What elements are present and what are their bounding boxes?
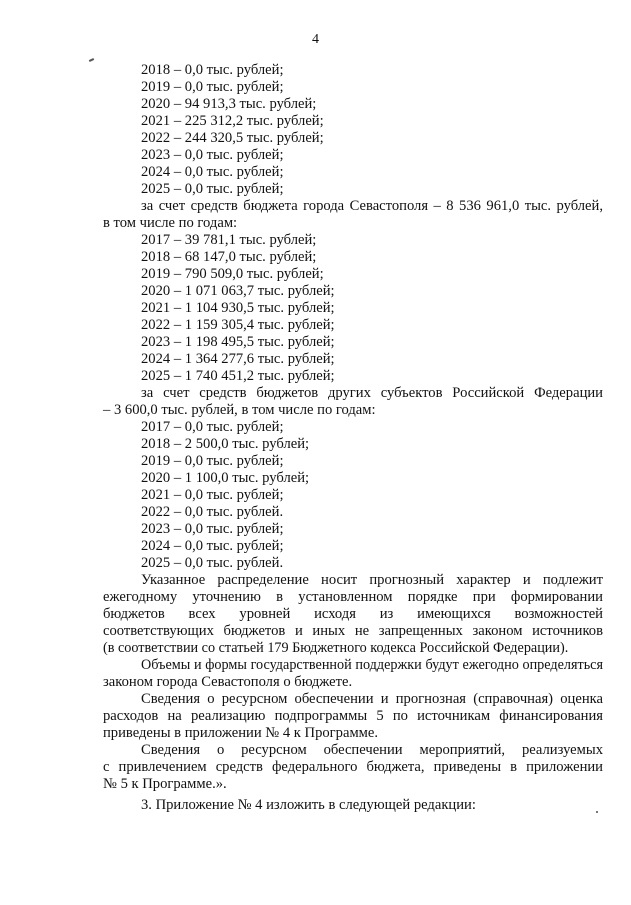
paragraph-line: (в соответствии со статьей 179 Бюджетного кодекса Российской Федерации). — [103, 640, 569, 656]
year-line: 2019 – 0,0 тыс. рублей; — [141, 79, 284, 95]
year-line: 2018 – 2 500,0 тыс. рублей; — [141, 436, 310, 452]
year-line: 2017 – 39 781,1 тыс. рублей; — [141, 232, 317, 248]
page-number: 4 — [312, 32, 319, 47]
year-line: 2018 – 68 147,0 тыс. рублей; — [141, 249, 317, 265]
paragraph-line: приведены в приложении № 4 к Программе. — [103, 725, 379, 741]
year-line: 2023 – 1 198 495,5 тыс. рублей; — [141, 334, 335, 350]
paragraph-line: расходов на реализацию подпрограммы 5 по источникам финансирования — [103, 708, 603, 724]
year-line: 2022 – 244 320,5 тыс. рублей; — [141, 130, 324, 146]
sevastopol-intro-cont: в том числе по годам: — [103, 215, 238, 231]
paragraph-line: Объемы и формы государственной поддержки будут ежегодно определяться — [141, 657, 603, 673]
year-line: 2024 – 0,0 тыс. рублей; — [141, 164, 284, 180]
year-line: 2025 – 0,0 тыс. рублей; — [141, 181, 284, 197]
paragraph-line: Сведения о ресурсном обеспечении мероприятий, реализуемых — [141, 742, 603, 758]
paragraph-line: № 5 к Программе.». — [103, 776, 227, 792]
year-line: 2021 – 225 312,2 тыс. рублей; — [141, 113, 324, 129]
year-line: 2025 – 0,0 тыс. рублей. — [141, 555, 284, 571]
subjects-intro-cont: – 3 600,0 тыс. рублей, в том числе по годам: — [103, 402, 376, 418]
paragraph-line: Указанное распределение носит прогнозный характер и подлежит — [141, 572, 603, 588]
year-line: 2019 – 0,0 тыс. рублей; — [141, 453, 284, 469]
year-line: 2021 – 0,0 тыс. рублей; — [141, 487, 284, 503]
paragraph-line: ежегодному уточнению в установленном порядке при формировании — [103, 589, 603, 605]
year-line: 2020 – 1 100,0 тыс. рублей; — [141, 470, 310, 486]
scan-artifact — [596, 811, 598, 813]
year-line: 2022 – 1 159 305,4 тыс. рублей; — [141, 317, 335, 333]
year-line: 2022 – 0,0 тыс. рублей. — [141, 504, 284, 520]
paragraph-line: соответствующих бюджетов и иных не запрещенных законом источников — [103, 623, 603, 639]
year-line: 2020 – 94 913,3 тыс. рублей; — [141, 96, 317, 112]
year-line: 2023 – 0,0 тыс. рублей; — [141, 521, 284, 537]
year-line: 2017 – 0,0 тыс. рублей; — [141, 419, 284, 435]
paragraph-line: Сведения о ресурсном обеспечении и прогнозная (справочная) оценка — [141, 691, 603, 707]
year-line: 2023 – 0,0 тыс. рублей; — [141, 147, 284, 163]
year-line: 2025 – 1 740 451,2 тыс. рублей; — [141, 368, 335, 384]
year-line: 2024 – 0,0 тыс. рублей; — [141, 538, 284, 554]
year-line: 2021 – 1 104 930,5 тыс. рублей; — [141, 300, 335, 316]
subjects-intro: за счет средств бюджетов других субъектов Российской Федерации — [141, 385, 603, 401]
item-3-heading: 3. Приложение № 4 изложить в следующей редакции: — [141, 797, 476, 813]
paragraph-line: законом города Севастополя о бюджете. — [103, 674, 353, 690]
scan-artifact — [89, 58, 94, 62]
paragraph-line: с привлечением средств федерального бюджета, приведены в приложении — [103, 759, 603, 775]
year-line: 2018 – 0,0 тыс. рублей; — [141, 62, 284, 78]
year-line: 2024 – 1 364 277,6 тыс. рублей; — [141, 351, 335, 367]
sevastopol-intro: за счет средств бюджета города Севастополя – 8 536 961,0 тыс. рублей, — [141, 198, 603, 214]
year-line: 2020 – 1 071 063,7 тыс. рублей; — [141, 283, 335, 299]
paragraph-line: бюджетов всех уровней исходя из имеющихся возможностей — [103, 606, 603, 622]
year-line: 2019 – 790 509,0 тыс. рублей; — [141, 266, 324, 282]
